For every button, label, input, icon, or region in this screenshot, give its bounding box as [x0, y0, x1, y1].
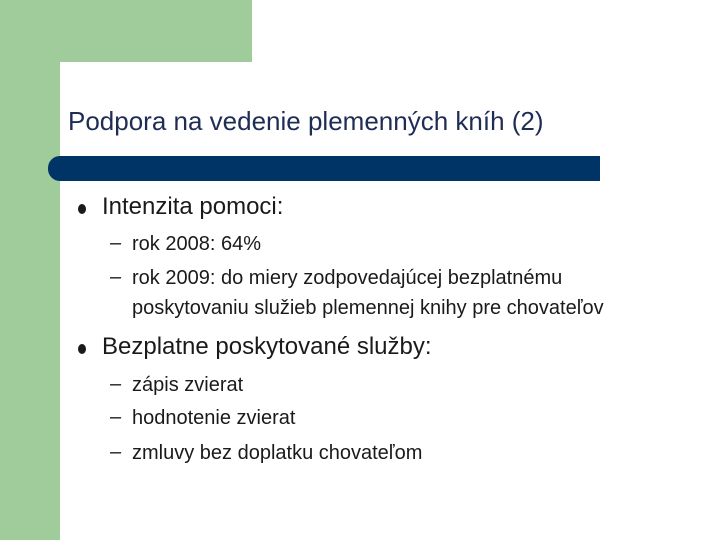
sub-bullet-dash: –: [110, 406, 122, 428]
sub-item-line: rok 2009: do miery zodpovedajúcej bezplatnému: [132, 267, 563, 289]
sub-item-line: rok 2008: 64%: [132, 233, 261, 255]
decorative-green-header-block: [0, 0, 252, 62]
bullet-text-intenzita: Intenzita pomoci:: [102, 193, 284, 220]
sub-item-line-continued: poskytovaniu služieb plemennej knihy pre chovateľov: [132, 297, 604, 319]
sub-item-rok-2009: [132, 263, 604, 323]
decorative-green-sidebar: [0, 0, 60, 540]
bullet-dot-icon: [78, 344, 86, 354]
sub-item-zmluvy: [132, 438, 422, 468]
slide-title: Podpora na vedenie plemenných kníh (2): [68, 106, 544, 136]
decorative-rounded-corner: [60, 62, 100, 102]
bullet-text-bezplatne: Bezplatne poskytované služby:: [102, 333, 432, 360]
title-underline-bar: [48, 156, 600, 181]
sub-bullet-dash: –: [110, 266, 122, 288]
sub-item-hodnotenie: [132, 403, 295, 433]
sub-item-line: zápis zvierat: [132, 374, 244, 396]
sub-bullet-dash: –: [110, 232, 122, 254]
sub-item-line: hodnotenie zvierat: [132, 407, 296, 429]
sub-bullet-dash: –: [110, 441, 122, 463]
sub-bullet-dash: –: [110, 373, 122, 395]
bullet-dot-icon: [78, 204, 86, 214]
sub-item-line: zmluvy bez doplatku chovateľom: [132, 442, 423, 464]
sub-item-zapis: [132, 370, 243, 400]
sub-item-rok-2008: [132, 229, 261, 259]
